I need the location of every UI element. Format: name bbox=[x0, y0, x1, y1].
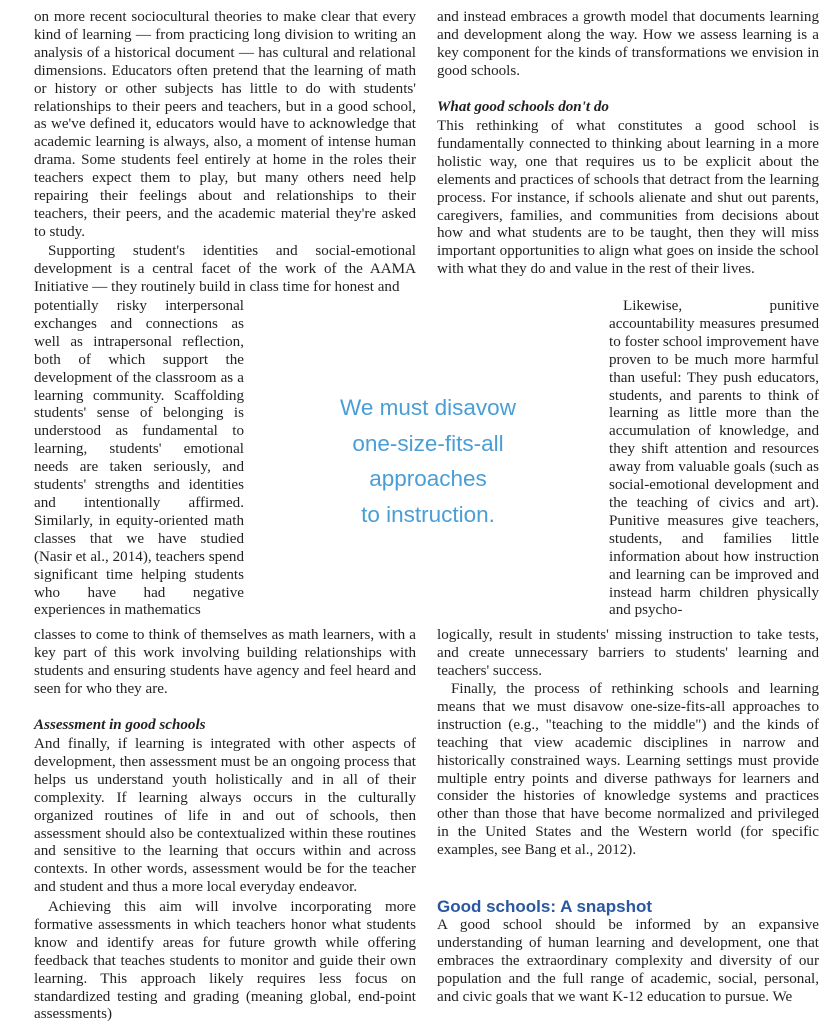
right-paragraph-1: and instead embraces a growth model that documents learning and development along the way. How we assess learning is a key component for the kinds of transformations we envision in good schools. bbox=[437, 9, 819, 79]
right-paragraph-3-wrap: Likewise, punitive accountability measures presumed to foster school improvement have proven to be much more harmful than useful: They push educators, students, and parents to think of learning as little more than the accumulation of knowledge, and they shift attention and resources away from valuable goals (such as social-emotional development and the teaching of civics and art). Punitive measures give teachers, students, and families little information about how instruction and learning can be improved and instead harm children physically and psycho- bbox=[609, 298, 819, 619]
pull-quote-line-1: We must disavow bbox=[340, 395, 516, 420]
left-paragraph-2-bottom: classes to come to think of themselves as math learners, with a key part of this work involving building relationships with students and ensuring students have agency and feel heard and seen for who they are. bbox=[34, 627, 416, 697]
heading-what-good-schools-dont-do: What good schools don't do bbox=[437, 99, 609, 115]
pull-quote-line-3: approaches bbox=[369, 466, 487, 491]
left-paragraph-2-wrap: potentially risky interpersonal exchanges and connections as well as intrapersonal reflection, both of which support the development of the classroom as a learning community. Scaffolding students' sense of belonging is understood as fundamental to learning, students' emotional needs are taken seriously, and students' strengths and identities and intentionally affirmed. Similarly, in equity-oriented math classes that we have studied (Nasir et al., 2014), teachers spend significant time helping students who have had negative experiences in mathematics bbox=[34, 298, 244, 619]
left-paragraph-1: on more recent sociocultural theories to make clear that every kind of learning — from practicing long division to writing an analysis of a historical document — has cultural and relational dimensions. Educators often pretend that the learning of math or history or other subjects has little to do with students' relationships to their peers and teachers, but in a good school, as we've defined it, educators would have to acknowledge that academic learning is always, also, a moment of intense human drama. Some students feel entirely at home in the roles their teachers expect them to play, but many others need help repairing their feelings about and relationships to their teachers, their peers, and the academic material they're asked to study. bbox=[34, 9, 416, 240]
right-paragraph-3-bottom: logically, result in students' missing instruction to take tests, and create unnecessary barriers to students' learning and teachers' success. bbox=[437, 627, 819, 679]
pull-quote-line-4: to instruction. bbox=[361, 501, 495, 527]
right-paragraph-5: A good school should be informed by an expansive understanding of human learning and development, one that embraces the extraordinary complexity and diversity of our population and the full range of academic, social, personal, and civic goals that we want K-12 education to pursue. We bbox=[437, 917, 819, 1005]
right-paragraph-2: This rethinking of what constitutes a good school is fundamentally connected to thinking about learning in a more holistic way, one that requires us to be explicit about the elements and practices of schools that detract from the learning process. For instance, if schools alienate and shut out parents, caregivers, families, and communities from decisions about how and what students are to be taught, then they will miss important opportunities to align what goes on inside the school with what they do and value in the rest of their lives. bbox=[437, 118, 819, 278]
right-paragraph-4: Finally, the process of rethinking schools and learning means that we must disavow one-size-fits-all approaches to instruction (e.g., "teaching to the middle") and the kinds of teaching that view academic disciplines in narrow and historically constrained ways. Learning settings must provide multiple entry points and diverse pathways for learners and consider the histories of knowledge systems and practices other than those that have become normalized and privileged in the United States and the Western world (for specific examples, see Bang et al., 2012). bbox=[437, 681, 819, 859]
left-paragraph-2-top: Supporting student's identities and social-emotional development is a central facet of the work of the AAMA Initiative — they routinely build in class time for honest and bbox=[34, 243, 416, 295]
pull-quote-line-2: one-size-fits-all bbox=[352, 430, 504, 456]
heading-assessment: Assessment in good schools bbox=[34, 717, 206, 733]
left-paragraph-3: And finally, if learning is integrated with other aspects of development, then assessment must be an ongoing process that helps us understand youth holistically and in all of their complexity. If learning always occurs in the culturally organized routines of life in and out of schools, then assessment should also be contextualized within these routines and sensitive to the learning that occurs within and across contexts. In other words, assessment would be for the teacher and student and thus a more local everyday endeavor. bbox=[34, 736, 416, 896]
left-paragraph-4: Achieving this aim will involve incorporating more formative assessments in which teachers honor what students know and identify areas for future growth while offering feedback that teaches students to monitor and guide their own learning. This approach likely requires less focus on standardized testing and grading (meaning global, end-point assessments) bbox=[34, 899, 416, 1023]
heading-good-schools-snapshot: Good schools: A snapshot bbox=[437, 897, 653, 916]
pull-quote bbox=[252, 390, 604, 532]
